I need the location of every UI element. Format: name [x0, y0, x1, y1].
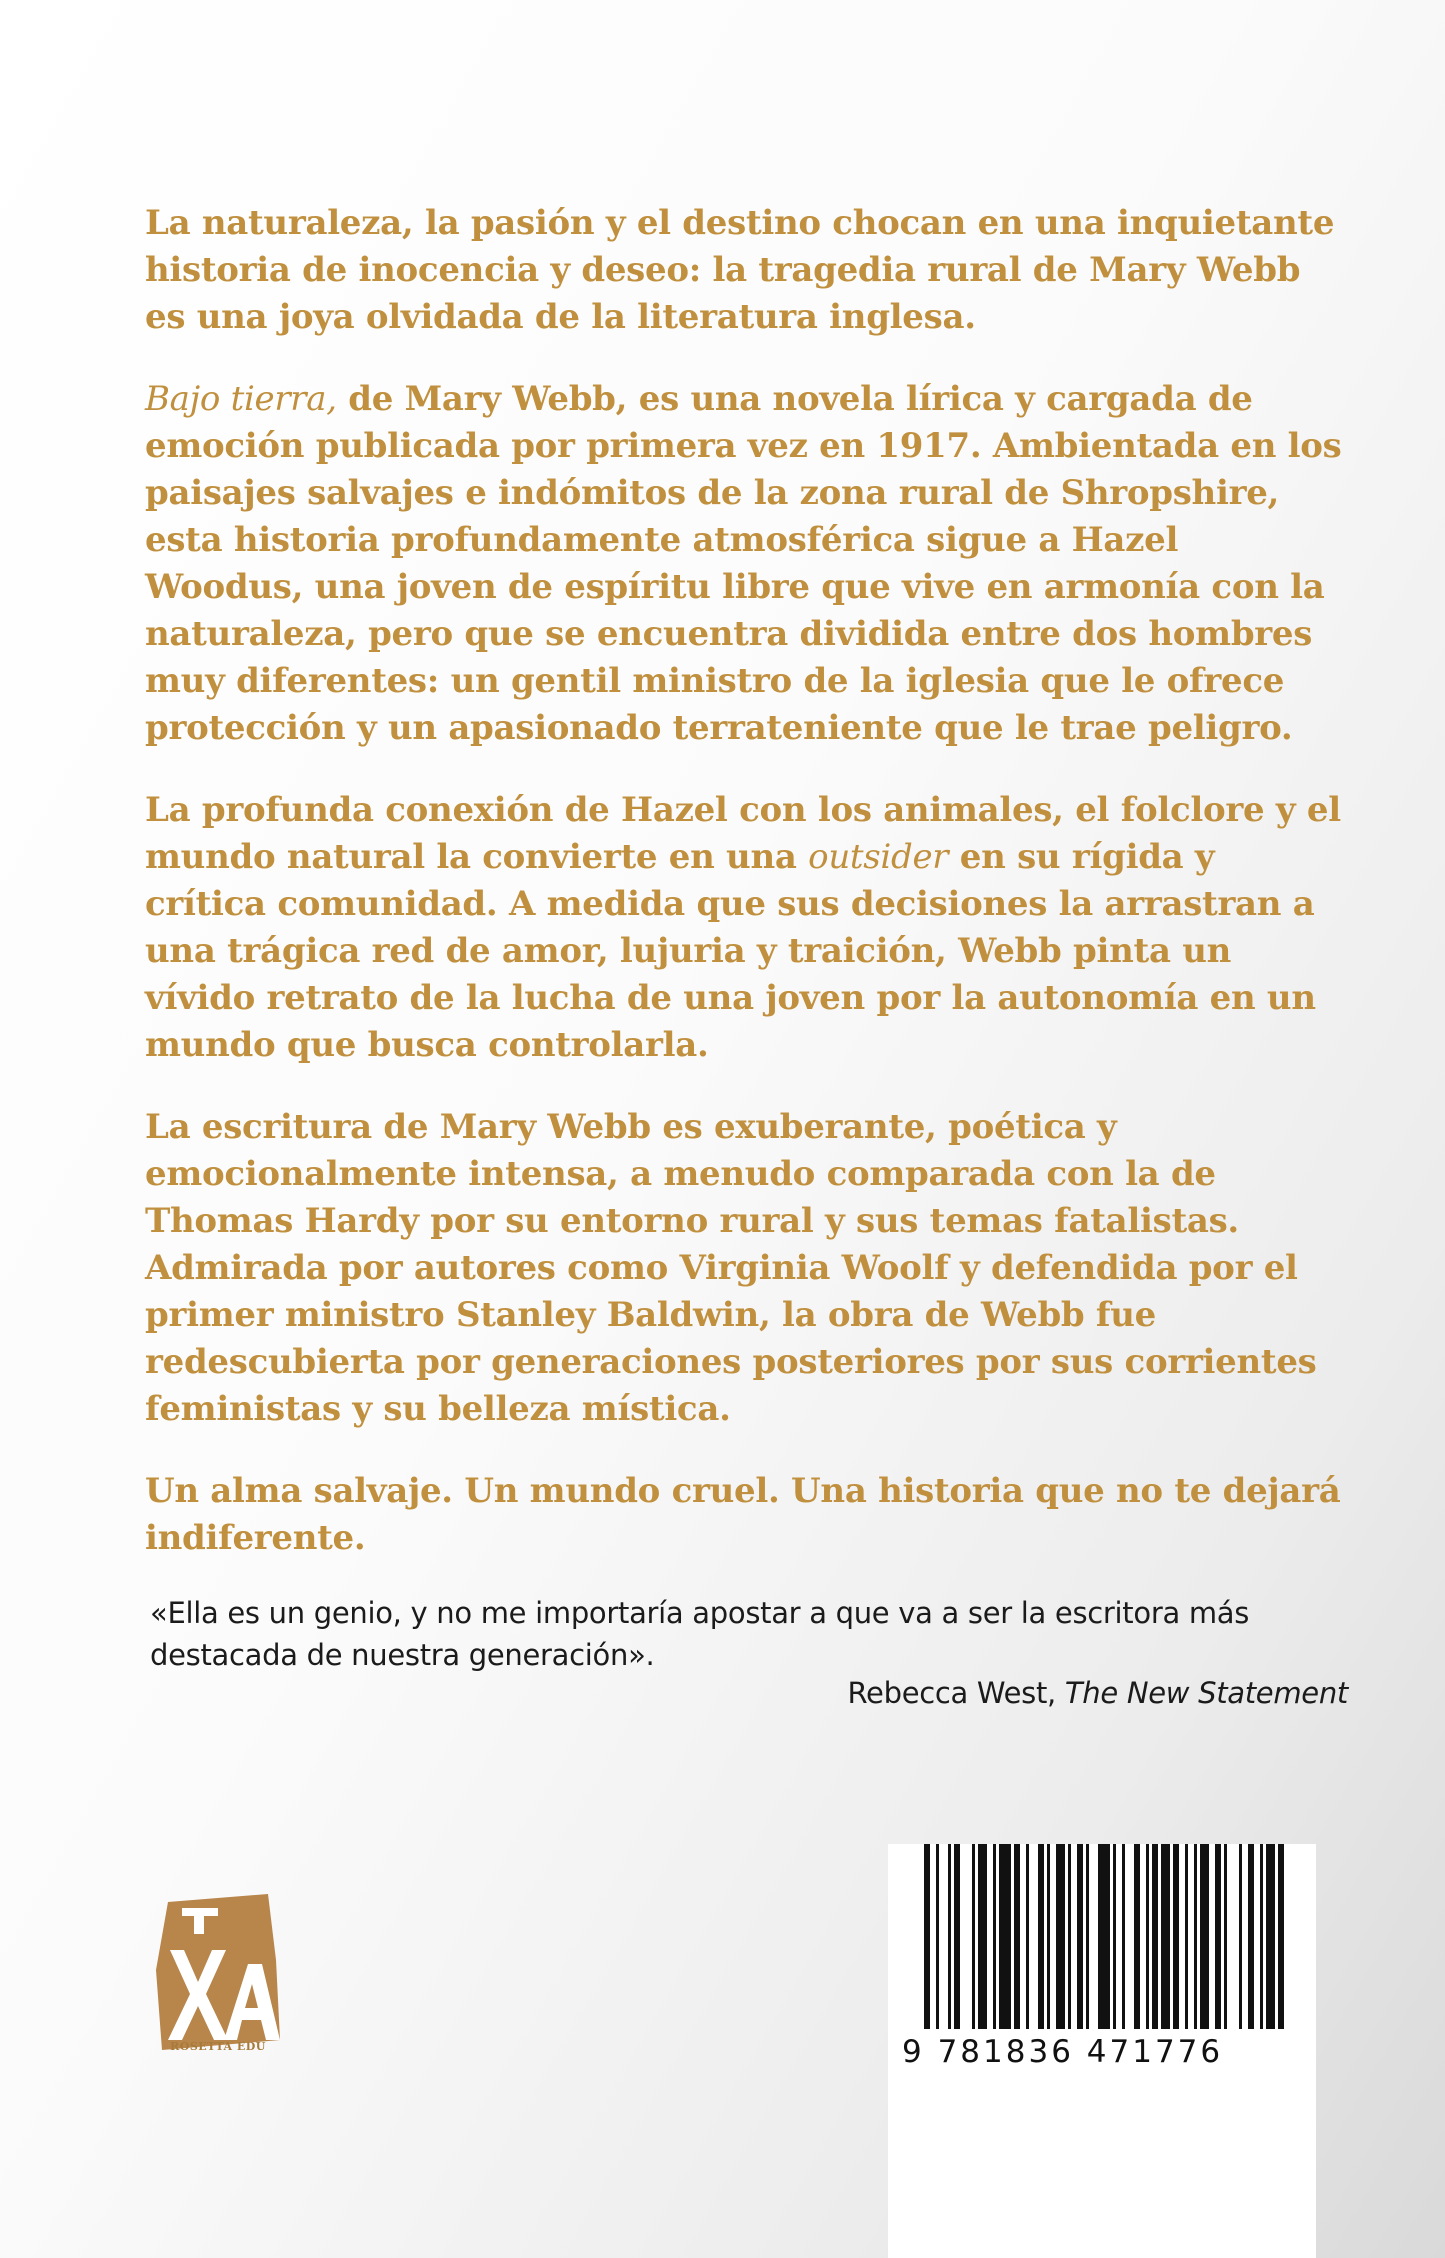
- barcode-bar: [978, 1844, 987, 2029]
- barcode-bar: [1215, 1844, 1221, 2029]
- barcode-bar: [1122, 1844, 1125, 2029]
- barcode-bar: [972, 1844, 975, 2029]
- barcode-bar: [954, 1844, 960, 2029]
- barcode: [888, 1844, 1316, 2258]
- barcode-bar: [948, 1844, 951, 2029]
- barcode-bars: [924, 1844, 1284, 2032]
- barcode-bar: [1047, 1844, 1050, 2029]
- barcode-bar: [1260, 1844, 1263, 2029]
- barcode-bar: [924, 1844, 930, 2029]
- barcode-bar: [1098, 1844, 1110, 2029]
- barcode-bar: [936, 1844, 939, 2029]
- barcode-bar: [1146, 1844, 1149, 2029]
- blurb-paragraph-3: [145, 787, 1345, 1069]
- barcode-bar: [1161, 1844, 1170, 2029]
- barcode-bar: [1056, 1844, 1065, 2029]
- quote-author: Rebecca West,: [847, 1676, 1065, 1710]
- barcode-bar: [1038, 1844, 1044, 2029]
- blurb-paragraph-2: [145, 376, 1345, 752]
- barcode-bar: [1194, 1844, 1197, 2029]
- publisher-logo-icon: [150, 1890, 285, 2065]
- outsider-term: outsider: [808, 837, 949, 877]
- barcode-bar: [1134, 1844, 1140, 2029]
- blurb-tagline: Un alma salvaje. Un mundo cruel. Una historia que no te dejará indiferente.: [145, 1471, 1341, 1558]
- blurb-paragraph-3-b: en su rígida y crítica comunidad. A medida que sus decisiones la arrastran a una trágica red de amor, lujuria y traición, Webb pinta un vívido retrato de la lucha de una joven por la autonomía en un mundo que busca controlarla.: [145, 837, 1316, 1065]
- barcode-bar: [1173, 1844, 1179, 2029]
- barcode-bar: [1068, 1844, 1071, 2029]
- barcode-bar: [1239, 1844, 1242, 2029]
- barcode-bar: [1200, 1844, 1209, 2029]
- book-title: Bajo tierra,: [145, 379, 337, 419]
- barcode-bar: [1224, 1844, 1227, 2029]
- back-cover-blurb: [145, 200, 1345, 1597]
- barcode-bar: [1278, 1844, 1284, 2029]
- quote-source: The New Statement: [1064, 1676, 1348, 1710]
- review-quote: «Ella es un genio, y no me importaría apostar a que va a ser la escritora más destacada de nuestra generación».: [150, 1596, 1250, 1672]
- barcode-bar: [1026, 1844, 1029, 2029]
- publisher-name: ROSETTA EDU: [170, 2040, 266, 2053]
- blurb-paragraph-3-a: La profunda conexión de Hazel con los animales, el folclore y el mundo natural la convierte en una: [145, 790, 1341, 877]
- barcode-bar: [1152, 1844, 1158, 2029]
- barcode-bar: [993, 1844, 996, 2029]
- barcode-bar: [1266, 1844, 1275, 2029]
- quote-attribution: [848, 1676, 1349, 1710]
- barcode-bar: [1014, 1844, 1020, 2029]
- isbn-number: 9 781836 471776: [902, 2034, 1224, 2070]
- barcode-bar: [1185, 1844, 1188, 2029]
- barcode-bar: [1113, 1844, 1116, 2029]
- blurb-paragraph-2-text: de Mary Webb, es una novela lírica y cargada de emoción publicada por primera vez en 1917. Ambientada en los paisajes salvajes e indómitos de la zona rural de Shropshire, esta historia profundamente atmosférica sigue a Hazel Woodus, una joven de espíritu libre que vive en armonía con la naturaleza, pero que se encuentra dividida entre dos hombres muy diferentes: un gentil ministro de la iglesia que le ofrece protección y un apasionado terrateniente que le trae peligro.: [145, 379, 1342, 748]
- barcode-bar: [999, 1844, 1011, 2029]
- blurb-paragraph-4: La escritura de Mary Webb es exuberante, poética y emocionalmente intensa, a menudo comparada con la de Thomas Hardy por su entorno rural y sus temas fatalistas. Admirada por autores como Virginia Woolf y defendida por el primer ministro Stanley Baldwin, la obra de Webb fue redescubierta por generaciones posteriores por sus corrientes feministas y su belleza mística.: [145, 1107, 1317, 1429]
- barcode-bar: [1248, 1844, 1254, 2029]
- blurb-paragraph-1: La naturaleza, la pasión y el destino chocan en una inquietante historia de inocencia y deseo: la tragedia rural de Mary Webb es una joya olvidada de la literatura inglesa.: [145, 203, 1335, 337]
- barcode-bar: [1077, 1844, 1083, 2029]
- barcode-bar: [1086, 1844, 1089, 2029]
